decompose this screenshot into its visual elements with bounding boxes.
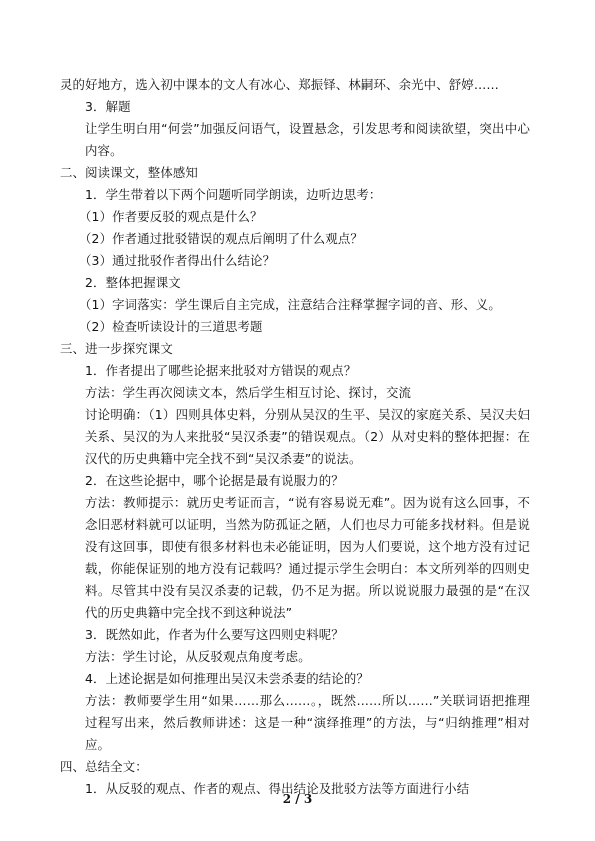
text-line: 1．从反驳的观点、作者的观点、得出结论及批驳方法等方面进行小结 [85,781,470,796]
text-line: 3．解题 [85,99,131,114]
page-number: 2 / 3 [282,792,313,806]
text-line: 方法：教师要学生用“如果……那么……。，既然……所以……”关联词语把推理过程写出来，然后教师讲述：这是一种“演绎推理”的方法，与“归纳推理”相对应。 [85,693,530,752]
text-line: 二、阅读课文，整体感知 [60,165,198,180]
text-line: （1）作者要反驳的观点是什么？ [79,209,263,224]
text-line: 1．作者提出了哪些论据来批驳对方错误的观点？ [85,363,357,378]
text-line: （1）字词落实：学生课后自主完成，注意结合注释掌握字词的音、形、义。 [79,297,501,312]
text-line: 方法：教师提示：就历史考证而言，“说有容易说无难”。因为说有这么回事，不念旧恶材料就可以证明，当然为防孤证之陋，人们也尽力可能多找材料。但是说没有这回事，即使有很多材料也未必能证明，因为人们要说，这个地方没有过记载，你能保证别的地方没有记载吗？通过提示学生会明白：本文所列举的四则史料。尽管其中没有吴汉杀妻的记载，仍不足为据。所以说说服力最强的是“在汉代的历史典籍中完全找不到这种说法” [85,495,530,620]
text-line: 4．上述论据是如何推理出吴汉未尝杀妻的结论的？ [85,671,369,686]
text-line: 1．学生带着以下两个问题听同学朗读，边听边思考： [85,187,382,202]
text-line: 3．既然如此，作者为什么要写这四则史料呢？ [85,627,344,642]
text-line: （2）检查听读设计的三道思考题 [79,319,263,334]
paragraph-list [60,74,530,800]
text-line: 四、总结全文： [60,759,148,774]
page-body [60,74,530,800]
text-line: 2．整体把握课文 [85,275,181,290]
text-line: 灵的好地方，选入初中课本的文人有冰心、郑振铎、林嗣环、余光中、舒婷…… [60,77,499,92]
text-line: 讨论明确：（1）四则具体史料，分别从吴汉的生平、吴汉的家庭关系、吴汉夫妇关系、吴汉的为人来批驳“吴汉杀妻”的错误观点。（2）从对史料的整体把握：在汉代的历史典籍中完全找不到“吴汉杀妻”的说法。 [85,407,530,466]
text-line: 2．在这些论据中，哪个论据是最有说服力的？ [85,473,344,488]
text-line: 三、进一步探究课文 [60,341,173,356]
text-line: （2）作者通过批驳错误的观点后阐明了什么观点？ [79,231,363,246]
text-line: 方法：学生讨论，从反驳观点角度考虑。 [85,649,311,664]
text-line: 让学生明白用“何尝”加强反问语气，设置悬念，引发思考和阅读欲望，突出中心内容。 [85,121,530,158]
text-line: 方法：学生再次阅读文本，然后学生相互讨论、探讨，交流 [85,385,412,400]
text-line: （3）通过批驳作者得出什么结论？ [79,253,276,268]
